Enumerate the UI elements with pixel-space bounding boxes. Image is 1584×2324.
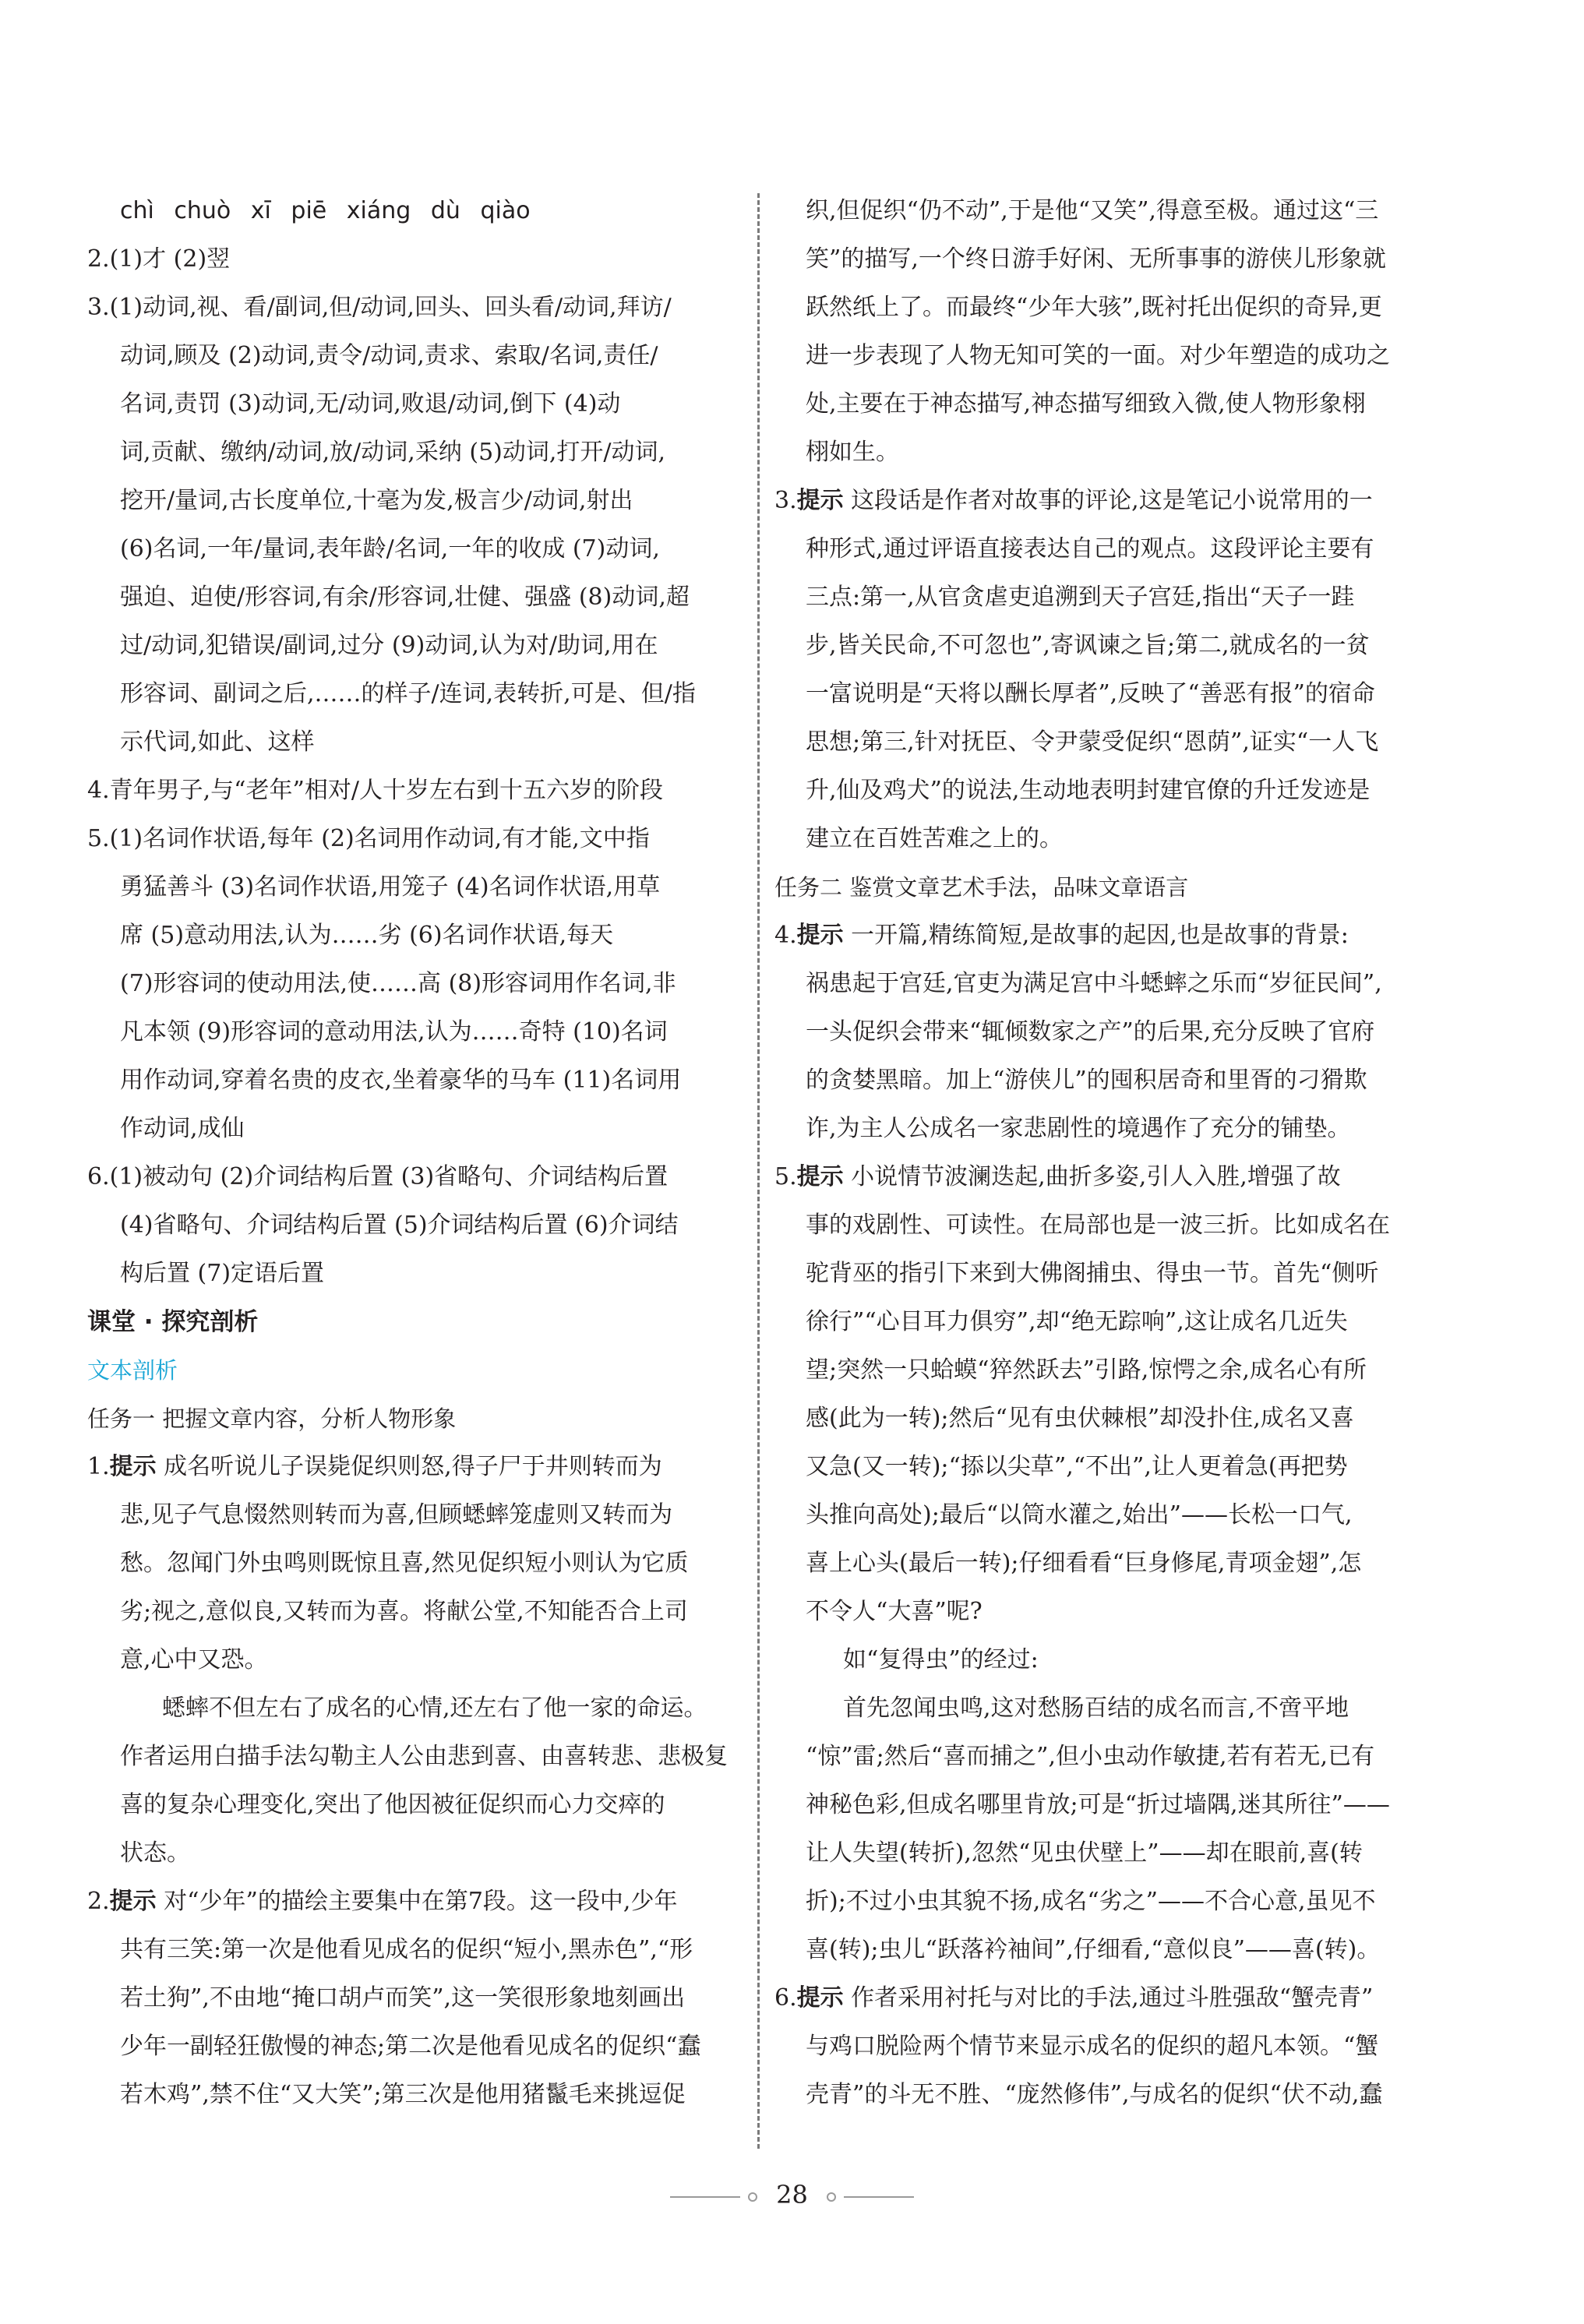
subsection-title: 文本剖析 (87, 1357, 178, 1384)
hint-label: 提示 (796, 1984, 844, 2012)
answer-5-line: 勇猛善斗 (3)名词作状语,用笼子 (4)名词作状语,用草 (120, 873, 661, 901)
analysis-1-para2: 作者运用白描手法勾勒主人公由悲到喜、由喜转悲、悲极复 (120, 1743, 728, 1770)
analysis-5-line: 头推向高处);最后“以筒水灌之,始出”——长松一口气, (806, 1501, 1353, 1529)
analysis-5-line: 徐行”“心目耳力俱穷”,却“绝无踪响”,这让成名几近失 (806, 1308, 1348, 1335)
analysis-4-line: 的贪婪黑暗。加上“游侠儿”的囤积居奇和里胥的刁猾欺 (806, 1067, 1367, 1094)
answer-3-line: 过/动词,犯错误/副词,过分 (9)动词,认为对/助词,用在 (120, 632, 658, 659)
answer-6-line: 构后置 (7)定语后置 (120, 1260, 325, 1287)
page-number: 28 (776, 2180, 808, 2209)
answer-3-line: 词,贡献、缴纳/动词,放/动词,采纳 (5)动词,打开/动词, (120, 439, 666, 466)
analysis-6-line: 壳青”的斗无不胜、“庞然修伟”,与成名的促织“伏不动,蠢 (806, 2081, 1383, 2108)
answer-3-line: 示代词,如此、这样 (120, 728, 315, 756)
analysis-1-line: 愁。忽闻门外虫鸣则既惊且喜,然见促织短小则认为它质 (120, 1550, 689, 1577)
answer-3-line: 名词,责罚 (3)动词,无/动词,败退/动词,倒下 (4)动 (120, 390, 621, 418)
analysis-2-cont: 笑”的描写,一个终日游手好闲、无所事事的游侠儿形象就 (806, 245, 1386, 273)
answer-5-line: 凡本领 (9)形容词的意动用法,认为……奇特 (10)名词 (120, 1018, 668, 1046)
analysis-1: 1.提示 成名听说儿子误毙促织则怒,得子尸于井则转而为 (87, 1453, 662, 1480)
analysis-5-para3: “惊”雷;然后“喜而捕之”,但小虫动作敏捷,若有若无,已有 (806, 1743, 1375, 1770)
analysis-3-line: 种形式,通过评语直接表达自己的观点。这段评论主要有 (806, 535, 1374, 562)
answer-5-line: (7)形容词的使动用法,使……高 (8)形容词用作名词,非 (120, 970, 676, 997)
analysis-6-line: 与鸡口脱险两个情节来显示成名的促织的超凡本领。“蟹 (806, 2033, 1379, 2060)
answer-3-line: 动词,顾及 (2)动词,责令/动词,责求、索取/名词,责任/ (120, 342, 658, 369)
analysis-2-cont: 处,主要在于神态描写,神态描写细致入微,使人物形象栩 (806, 390, 1366, 418)
hint-label: 提示 (796, 1163, 844, 1190)
analysis-3: 3.提示 这段话是作者对故事的评论,这是笔记小说常用的一 (774, 487, 1373, 514)
analysis-3-line: 步,皆关民命,不可忽也”,寄讽谏之旨;第二,就成名的一贫 (806, 632, 1370, 659)
column-divider (757, 193, 760, 2149)
analysis-1-para2: 蟋蟀不但左右了成名的心情,还左右了他一家的命运。 (162, 1695, 707, 1722)
footer-dot-left (748, 2192, 757, 2202)
answer-6-line: (4)省略句、介词结构后置 (5)介词结构后置 (6)介词结 (120, 1211, 679, 1239)
answer-5-line: 席 (5)意动用法,认为……劣 (6)名词作状语,每天 (120, 922, 614, 949)
analysis-2-line: 共有三笑:第一次是他看见成名的促织“短小,黑赤色”,“形 (120, 1936, 693, 1963)
analysis-5-line: 不令人“大喜”呢? (806, 1598, 983, 1625)
analysis-5-para3: 神秘色彩,但成名哪里肯放;可是“折过墙隅,迷其所往”—— (806, 1791, 1390, 1818)
analysis-5-para2: 如“复得虫”的经过: (843, 1646, 1039, 1673)
analysis-1-line: 意,心中又恐。 (120, 1646, 268, 1673)
answer-3-line: 强迫、迫使/形容词,有余/形容词,壮健、强盛 (8)动词,超 (120, 584, 690, 611)
answer-5: 5.(1)名词作状语,每年 (2)名词用作动词,有才能,文中指 (87, 825, 650, 852)
answer-3-line: 形容词、副词之后,……的样子/连词,表转折,可是、但/指 (120, 680, 696, 707)
right-column (774, 187, 1421, 2119)
footer-rule-left (670, 2196, 740, 2198)
analysis-5-line: 感(此为一转);然后“见有虫伏棘根”却没扑住,成名又喜 (806, 1405, 1354, 1432)
analysis-3-line: 升,仙及鸡犬”的说法,生动地表明封建官僚的升迁发迹是 (806, 777, 1371, 804)
analysis-5-para3: 让人失望(转折),忽然“见虫伏壁上”——却在眼前,喜(转 (806, 1839, 1363, 1867)
hint-label: 提示 (109, 1453, 157, 1480)
analysis-5-line: 事的戏剧性、可读性。在局部也是一波三折。比如成名在 (806, 1211, 1390, 1239)
analysis-2-line: 若土狗”,不由地“掩口胡卢而笑”,这一笑很形象地刻画出 (120, 1984, 686, 2012)
answer-3: 3.(1)动词,视、看/副词,但/动词,回头、回头看/动词,拜访/ (87, 294, 672, 321)
analysis-2-line: 少年一副轻狂傲慢的神态;第二次是他看见成名的促织“蠢 (120, 2033, 701, 2060)
pinyin-line: chì chuò xī piē xiáng dù qiào (120, 197, 531, 224)
answer-3-line: (6)名词,一年/量词,表年龄/名词,一年的收成 (7)动词, (120, 535, 660, 562)
analysis-1-para2: 状态。 (120, 1839, 190, 1867)
analysis-4-line: 诈,为主人公成名一家悲剧性的境遇作了充分的铺垫。 (806, 1115, 1351, 1142)
analysis-4: 4.提示 一开篇,精练简短,是故事的起因,也是故事的背景: (774, 922, 1349, 949)
task-2-heading: 任务二 鉴赏文章艺术手法，品味文章语言 (774, 874, 1189, 901)
analysis-1-para2: 喜的复杂心理变化,突出了他因被征促织而心力交瘁的 (120, 1791, 665, 1818)
answer-5-line: 作动词,成仙 (120, 1115, 245, 1142)
analysis-2: 2.提示 对“少年”的描绘主要集中在第7段。这一段中,少年 (87, 1888, 678, 1915)
answer-6: 6.(1)被动句 (2)介词结构后置 (3)省略句、介词结构后置 (87, 1163, 669, 1190)
answer-3-line: 挖开/量词,古长度单位,十毫为发,极言少/动词,射出 (120, 487, 633, 514)
left-column (87, 187, 751, 2119)
analysis-3-line: 一富说明是“天将以酬长厚者”,反映了“善恶有报”的宿命 (806, 680, 1375, 707)
answer-5-line: 用作动词,穿着名贵的皮衣,坐着豪华的马车 (11)名词用 (120, 1067, 682, 1094)
analysis-2-line: 若木鸡”,禁不住“又大笑”;第三次是他用猪鬣毛来挑逗促 (120, 2081, 686, 2108)
analysis-2-cont: 跃然纸上了。而最终“少年大骇”,既衬托出促织的奇异,更 (806, 294, 1382, 321)
analysis-5-line: 喜上心头(最后一转);仔细看看“巨身修尾,青项金翅”,怎 (806, 1550, 1362, 1577)
analysis-1-line: 劣;视之,意似良,又转而为喜。将献公堂,不知能否合上司 (120, 1598, 688, 1625)
analysis-3-line: 三点:第一,从官贪虐吏追溯到天子宫廷,指出“天子一跬 (806, 584, 1355, 611)
section-title: 课堂 · 探究剖析 (87, 1308, 259, 1336)
analysis-3-line: 思想;第三,针对抚臣、令尹蒙受促织“恩荫”,证实“一人飞 (806, 728, 1379, 756)
analysis-6: 6.提示 作者采用衬托与对比的手法,通过斗胜强敌“蟹壳青” (774, 1984, 1374, 2012)
analysis-5-line: 望;突然一只蛤蟆“猝然跃去”引路,惊愕之余,成名心有所 (806, 1356, 1367, 1384)
analysis-1-line: 悲,见子气息惙然则转而为喜,但顾蟋蟀笼虚则又转而为 (120, 1501, 673, 1529)
hint-label: 提示 (796, 487, 844, 514)
hint-label: 提示 (796, 922, 844, 949)
analysis-5-line: 又急(又一转);“掭以尖草”,“不出”,让人更着急(再把势 (806, 1453, 1348, 1480)
task-1-heading: 任务一 把握文章内容，分析人物形象 (87, 1405, 457, 1432)
analysis-5-para3: 首先忽闻虫鸣,这对愁肠百结的成名而言,不啻平地 (843, 1695, 1349, 1722)
analysis-5: 5.提示 小说情节波澜迭起,曲折多姿,引人入胜,增强了故 (774, 1163, 1341, 1190)
analysis-5-para3: 折);不过小虫其貌不扬,成名“劣之”——不合心意,虽见不 (806, 1888, 1376, 1915)
analysis-2-cont: 进一步表现了人物无知可笑的一面。对少年塑造的成功之 (806, 342, 1390, 369)
analysis-4-line: 一头促织会带来“辄倾数家之产”的后果,充分反映了官府 (806, 1018, 1375, 1046)
analysis-5-line: 驼背巫的指引下来到大佛阁捕虫、得虫一节。首先“侧听 (806, 1260, 1379, 1287)
footer-dot-right (827, 2192, 836, 2202)
analysis-3-line: 建立在百姓苦难之上的。 (806, 825, 1063, 852)
page-footer (0, 2180, 1584, 2209)
hint-label: 提示 (109, 1888, 157, 1915)
analysis-2-cont: 织,但促织“仍不动”,于是他“又笑”,得意至极。通过这“三 (806, 197, 1379, 224)
answer-2: 2.(1)才 (2)翌 (87, 245, 231, 273)
analysis-5-para3: 喜(转);虫儿“跃落衿袖间”,仔细看,“意似良”——喜(转)。 (806, 1936, 1381, 1963)
analysis-4-line: 祸患起于宫廷,官吏为满足宫中斗蟋蟀之乐而“岁征民间”, (806, 970, 1382, 997)
footer-rule-right (844, 2196, 914, 2198)
answer-4: 4.青年男子,与“老年”相对/人十岁左右到十五六岁的阶段 (87, 777, 663, 804)
analysis-2-cont: 栩如生。 (806, 439, 899, 466)
